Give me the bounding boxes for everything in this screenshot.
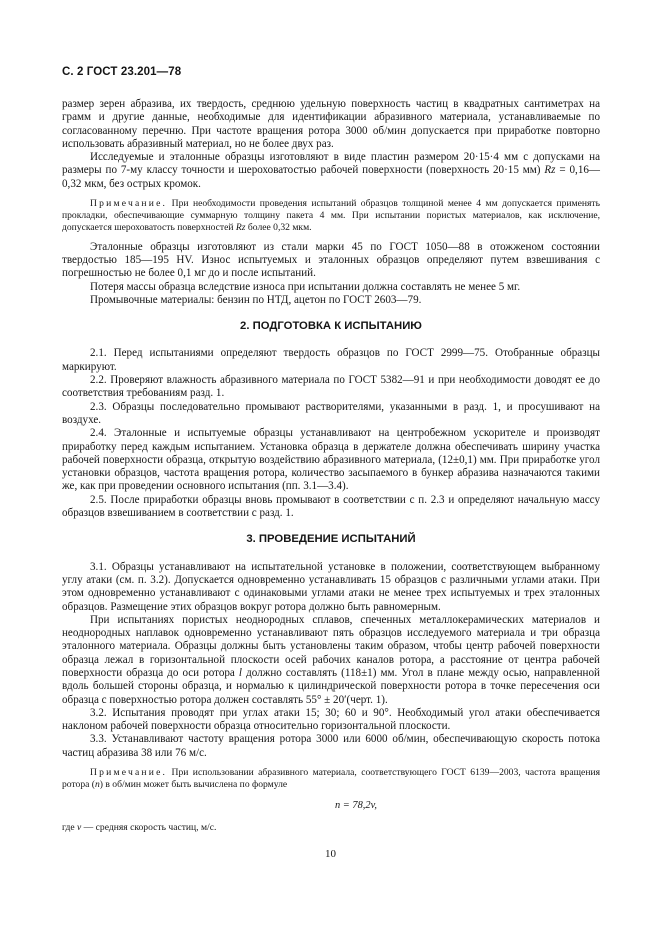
paragraph-2-3: 2.3. Образцы последовательно промывают растворителями, указанными в разд. 1, и просушивают на воздухе.	[62, 400, 600, 426]
paragraph-2-1: 2.1. Перед испытаниями определяют твердость образцов по ГОСТ 2999—75. Отобранные образцы маркируют.	[62, 347, 600, 373]
document-body	[62, 98, 600, 834]
page-header: С. 2 ГОСТ 23.201—78	[62, 66, 182, 78]
section-heading-testing: 3. ПРОВЕДЕНИЕ ИСПЫТАНИЙ	[246, 533, 416, 546]
page-number: 10	[325, 848, 336, 860]
note-label: Примечание.	[90, 767, 168, 779]
note-label: Примечание.	[90, 198, 168, 210]
note-rotor-frequency: Примечание. При использовании абразивного материала, соответствующего ГОСТ 6139—2003, частота вращения ротора (n) в об/мин может быть вычислена по формуле	[62, 767, 600, 791]
paragraph-reference-specimens: Эталонные образцы изготовляют из стали марки 45 по ГОСТ 1050—88 в отожженом состоянии твердостью 185—195 HV. Износ испытуемых и эталонных образцов определяют путем взвешивания с погрешностью не более 0,1 мг до и после испытаний.	[62, 240, 600, 280]
paragraph-2-4: 2.4. Эталонные и испытуемые образцы устанавливают на центробежном ускорителе и производят приработку перед каждым испытанием. Установка образца в держателе должна обеспечивать ширину участка рабочей поверхности образца, открытую воздействию абразивного материала, (12±0,1) мм. При приработке угол установки образцов, частота вращения ротора, количество засыпаемого в бункер абразива назначаются такими же, как при проведении основного испытания (пп. 3.1—3.4).	[62, 427, 600, 493]
paragraph-2-2: 2.2. Проверяют влажность абразивного материала по ГОСТ 5382—91 и при необходимости доводят ее до соответствия требованиям разд. 1.	[62, 374, 600, 400]
paragraph-3-2: 3.2. Испытания проводят при углах атаки 15; 30; 60 и 90°. Необходимый угол атаки обеспечивается наклоном рабочей поверхности образца относительно горизонтальной плоскости.	[62, 706, 600, 733]
paragraph-specimen-dimensions: Исследуемые и эталонные образцы изготовляют в виде пластин размером 20·15·4 мм с допусками на размеры по 7-му классу точности и шероховатостью рабочей поверхности (поверхность 20·15 мм) Rz = 0,16—0,32 мкм, без острых кромок.	[62, 151, 601, 190]
paragraph-abrasive-characteristics: размер зерен абразива, их твердость, среднюю удельную поверхность частиц в квадратных сантиметрах на грамм и другие данные, необходимые для идентификации абразивного материала, устанавливаемые по согласованному перечню. При частоте вращения ротора 3000 об/мин допускается при приработке повторно использовать абразивный материал, но не более двух раз.	[62, 98, 600, 150]
paragraph-2-5: 2.5. После приработки образцы вновь промывают в соответствии с п. 2.3 и определяют начальную массу образцов взвешиванием в соответствии с разд. 1.	[62, 493, 600, 520]
paragraph-mass-loss: Потеря массы образца вследствие износа при испытании должна составлять не менее 5 мг.	[90, 280, 521, 293]
note-specimen-thickness: Примечание. При необходимости проведения испытаний образцов толщиной менее 4 мм допускается применять прокладки, обеспечивающие суммарную толщину пакета 4 мм. При испытании пористых материалов, как исключение, допускается шероховатость поверхностей Rz более 0,32 мкм.	[62, 198, 600, 234]
paragraph-washing-materials: Промывочные материалы: бензин по НТД, ацетон по ГОСТ 2603—79.	[90, 293, 422, 306]
formula-legend: где v — средняя скорость частиц, м/с.	[62, 821, 217, 833]
section-heading-preparation: 2. ПОДГОТОВКА К ИСПЫТАНИЮ	[240, 320, 422, 333]
formula-rotor-frequency: n = 78,2v,	[334, 800, 378, 812]
paragraph-3-3: 3.3. Устанавливают частоту вращения ротора 3000 или 6000 об/мин, обеспечивающую скорость потока частиц абразива 38 или 76 м/с.	[62, 733, 600, 759]
paragraph-porous-alloys: При испытаниях пористых неоднородных сплавов, спеченных металлокерамических материалов и неоднородных наплавок одновременно устанавливают пять образцов исследуемого материала и три образца эталонного материала. Образцы должны быть установлены таким образом, чтобы центр рабочей поверхности образца лежал в горизонтальной плоскости осей рабочих каналов ротора, а расстояние от центра рабочей поверхности образца до оси ротора l должно составлять (118±1) мм. Угол в плане между осью, направленной вдоль большей стороны образца, и нормалью к цилиндрической поверхности ротора в точке пересечения оси образца с поверхностью ротора должен составлять 55° ± 20′(черт. 1).	[62, 613, 600, 706]
paragraph-3-1: 3.1. Образцы устанавливают на испытательной установке в положении, соответствующем выбранному углу атаки (см. п. 3.2). Допускается одновременно устанавливать 15 образцов с различными углами атаки. При этом одновременно устанавливают с одинаковыми углами атаки не менее трех испытуемых и трех эталонных образцов. Размещение этих образцов вокруг ротора должно быть равномерным.	[62, 560, 600, 613]
